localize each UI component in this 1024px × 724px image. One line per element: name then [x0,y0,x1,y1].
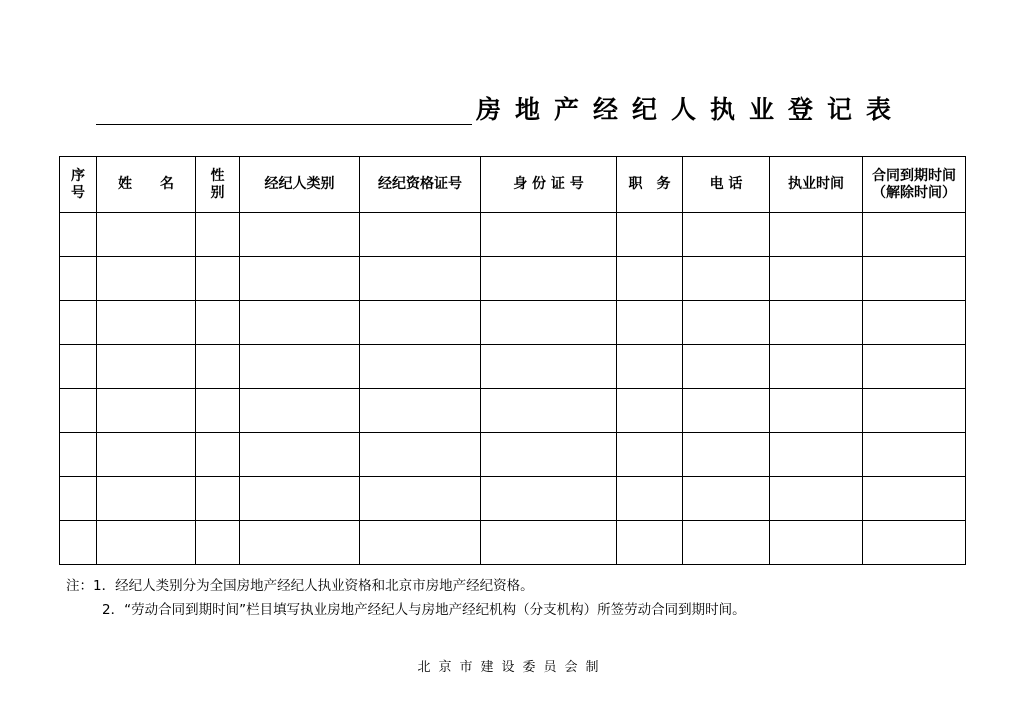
cell-practice-time[interactable] [770,389,863,433]
cell-broker-type[interactable] [240,433,360,477]
table-row [60,301,966,345]
cell-seq[interactable] [60,257,97,301]
header-position: 职 务 [617,157,683,213]
cell-cert-no[interactable] [360,477,481,521]
cell-gender[interactable] [196,345,240,389]
cell-broker-type[interactable] [240,477,360,521]
header-practice-time: 执业时间 [770,157,863,213]
cell-phone[interactable] [683,257,770,301]
cell-cert-no[interactable] [360,345,481,389]
header-contract-expiry: 合同到期时间 （解除时间） [863,157,966,213]
cell-id-no[interactable] [481,301,617,345]
title-blank-line [96,124,472,125]
cell-name[interactable] [97,477,196,521]
cell-broker-type[interactable] [240,257,360,301]
cell-position[interactable] [617,433,683,477]
cell-gender[interactable] [196,521,240,565]
cell-position[interactable] [617,257,683,301]
cell-practice-time[interactable] [770,521,863,565]
table-row [60,521,966,565]
cell-broker-type[interactable] [240,301,360,345]
header-gender: 性 别 [196,157,240,213]
cell-id-no[interactable] [481,345,617,389]
cell-seq[interactable] [60,433,97,477]
cell-phone[interactable] [683,521,770,565]
note-line-2: 2．“劳动合同到期时间”栏目填写执业房地产经纪人与房地产经纪机构（分支机构）所签劳动合同到期时间。 [102,602,746,618]
cell-name[interactable] [97,301,196,345]
cell-cert-no[interactable] [360,213,481,257]
cell-id-no[interactable] [481,213,617,257]
table-header-row [60,157,966,213]
notes-section [66,574,746,622]
cell-id-no[interactable] [481,477,617,521]
cell-id-no[interactable] [481,433,617,477]
header-phone: 电 话 [683,157,770,213]
cell-id-no[interactable] [481,521,617,565]
cell-contract-expiry[interactable] [863,477,966,521]
cell-practice-time[interactable] [770,433,863,477]
cell-position[interactable] [617,213,683,257]
cell-contract-expiry[interactable] [863,301,966,345]
cell-gender[interactable] [196,477,240,521]
cell-gender[interactable] [196,257,240,301]
note-line-1: 注：1．经纪人类别分为全国房地产经纪人执业资格和北京市房地产经纪资格。 [66,578,534,594]
cell-gender[interactable] [196,433,240,477]
issuer-footer: 北京市建设委员会制 [417,660,607,675]
cell-seq[interactable] [60,521,97,565]
cell-broker-type[interactable] [240,345,360,389]
cell-phone[interactable] [683,477,770,521]
cell-position[interactable] [617,521,683,565]
cell-seq[interactable] [60,301,97,345]
cell-seq[interactable] [60,477,97,521]
cell-cert-no[interactable] [360,301,481,345]
cell-gender[interactable] [196,213,240,257]
cell-seq[interactable] [60,389,97,433]
cell-cert-no[interactable] [360,257,481,301]
cell-contract-expiry[interactable] [863,345,966,389]
cell-name[interactable] [97,213,196,257]
cell-phone[interactable] [683,345,770,389]
form-title: 房地产经纪人执业登记表 [476,95,906,124]
cell-broker-type[interactable] [240,213,360,257]
cell-id-no[interactable] [481,257,617,301]
cell-id-no[interactable] [481,389,617,433]
cell-cert-no[interactable] [360,389,481,433]
cell-practice-time[interactable] [770,257,863,301]
cell-gender[interactable] [196,301,240,345]
table-row [60,257,966,301]
table-row [60,389,966,433]
cell-practice-time[interactable] [770,477,863,521]
cell-name[interactable] [97,389,196,433]
cell-position[interactable] [617,389,683,433]
cell-position[interactable] [617,301,683,345]
cell-position[interactable] [617,345,683,389]
cell-cert-no[interactable] [360,521,481,565]
cell-name[interactable] [97,433,196,477]
table-row [60,433,966,477]
cell-seq[interactable] [60,213,97,257]
cell-broker-type[interactable] [240,389,360,433]
cell-practice-time[interactable] [770,301,863,345]
cell-practice-time[interactable] [770,213,863,257]
cell-contract-expiry[interactable] [863,521,966,565]
form-title-row [96,88,926,128]
cell-phone[interactable] [683,301,770,345]
cell-phone[interactable] [683,213,770,257]
cell-contract-expiry[interactable] [863,213,966,257]
cell-seq[interactable] [60,345,97,389]
table-row [60,345,966,389]
header-seq: 序 号 [60,157,97,213]
cell-practice-time[interactable] [770,345,863,389]
cell-gender[interactable] [196,389,240,433]
cell-phone[interactable] [683,389,770,433]
cell-name[interactable] [97,257,196,301]
cell-broker-type[interactable] [240,521,360,565]
registration-table [59,156,966,565]
cell-name[interactable] [97,521,196,565]
table-row [60,213,966,257]
cell-contract-expiry[interactable] [863,257,966,301]
header-name: 姓 名 [97,157,196,213]
cell-position[interactable] [617,477,683,521]
header-id-no: 身 份 证 号 [481,157,617,213]
table-body [60,213,966,565]
header-cert-no: 经纪资格证号 [360,157,481,213]
cell-cert-no[interactable] [360,433,481,477]
table-row [60,477,966,521]
cell-phone[interactable] [683,433,770,477]
cell-contract-expiry[interactable] [863,389,966,433]
cell-contract-expiry[interactable] [863,433,966,477]
header-broker-type: 经纪人类别 [240,157,360,213]
cell-name[interactable] [97,345,196,389]
